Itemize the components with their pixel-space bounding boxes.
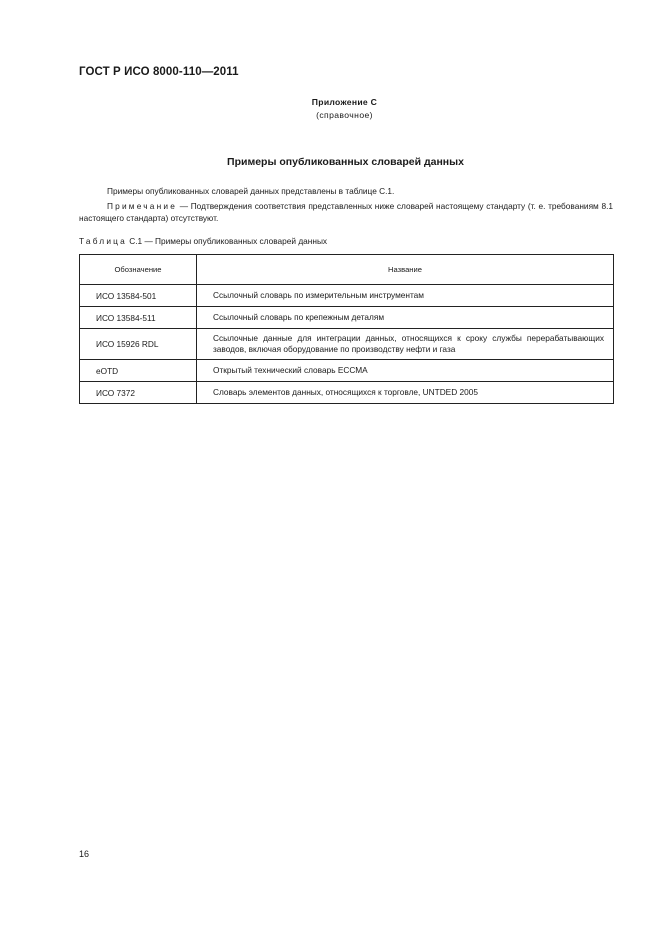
appendix-title: Приложение С	[311, 97, 378, 107]
page-number: 16	[79, 849, 90, 859]
table-header-row	[80, 255, 614, 285]
table-row	[80, 329, 614, 360]
header-designation: Обозначение	[80, 255, 197, 285]
row-name: Ссылочные данные для интеграции данных, относящихся к сроку службы перерабатывающих заводов, включая оборудование по производству нефти и газа	[197, 329, 614, 360]
table-row	[80, 360, 614, 382]
table-caption	[79, 236, 327, 246]
dictionaries-table	[79, 254, 614, 404]
row-name: Ссылочный словарь по крепежным деталям	[197, 307, 614, 329]
appendix-subtitle: (справочное)	[316, 110, 373, 120]
row-name: Словарь элементов данных, относящихся к торговле, UNTDED 2005	[197, 382, 614, 404]
note-text: — Подтверждения соответствия представленных ниже словарей настоящему стандарту (т. е. требованиям 8.1 настоящего стандарта) отсутствуют.	[79, 201, 613, 223]
row-code: eOTD	[80, 360, 197, 382]
row-name: Открытый технический словарь ЕССМА	[197, 360, 614, 382]
table-row	[80, 285, 614, 307]
table-row	[80, 307, 614, 329]
table-caption-label: Таблица	[79, 236, 127, 246]
note-paragraph	[79, 201, 613, 224]
row-code: ИСО 7372	[80, 382, 197, 404]
section-title: Примеры опубликованных словарей данных	[227, 156, 464, 168]
intro-paragraph: Примеры опубликованных словарей данных представлены в таблице С.1.	[107, 186, 395, 196]
row-code: ИСО 13584-501	[80, 285, 197, 307]
header-name: Название	[197, 255, 614, 285]
row-name: Ссылочный словарь по измерительным инструментам	[197, 285, 614, 307]
note-label: Примечание	[107, 201, 178, 211]
document-code: ГОСТ Р ИСО 8000-110—2011	[79, 66, 239, 78]
table-row	[80, 382, 614, 404]
row-code: ИСО 13584-511	[80, 307, 197, 329]
row-code: ИСО 15926 RDL	[80, 329, 197, 360]
table-caption-text: С.1 — Примеры опубликованных словарей данных	[126, 236, 328, 246]
appendix-heading	[0, 96, 661, 122]
